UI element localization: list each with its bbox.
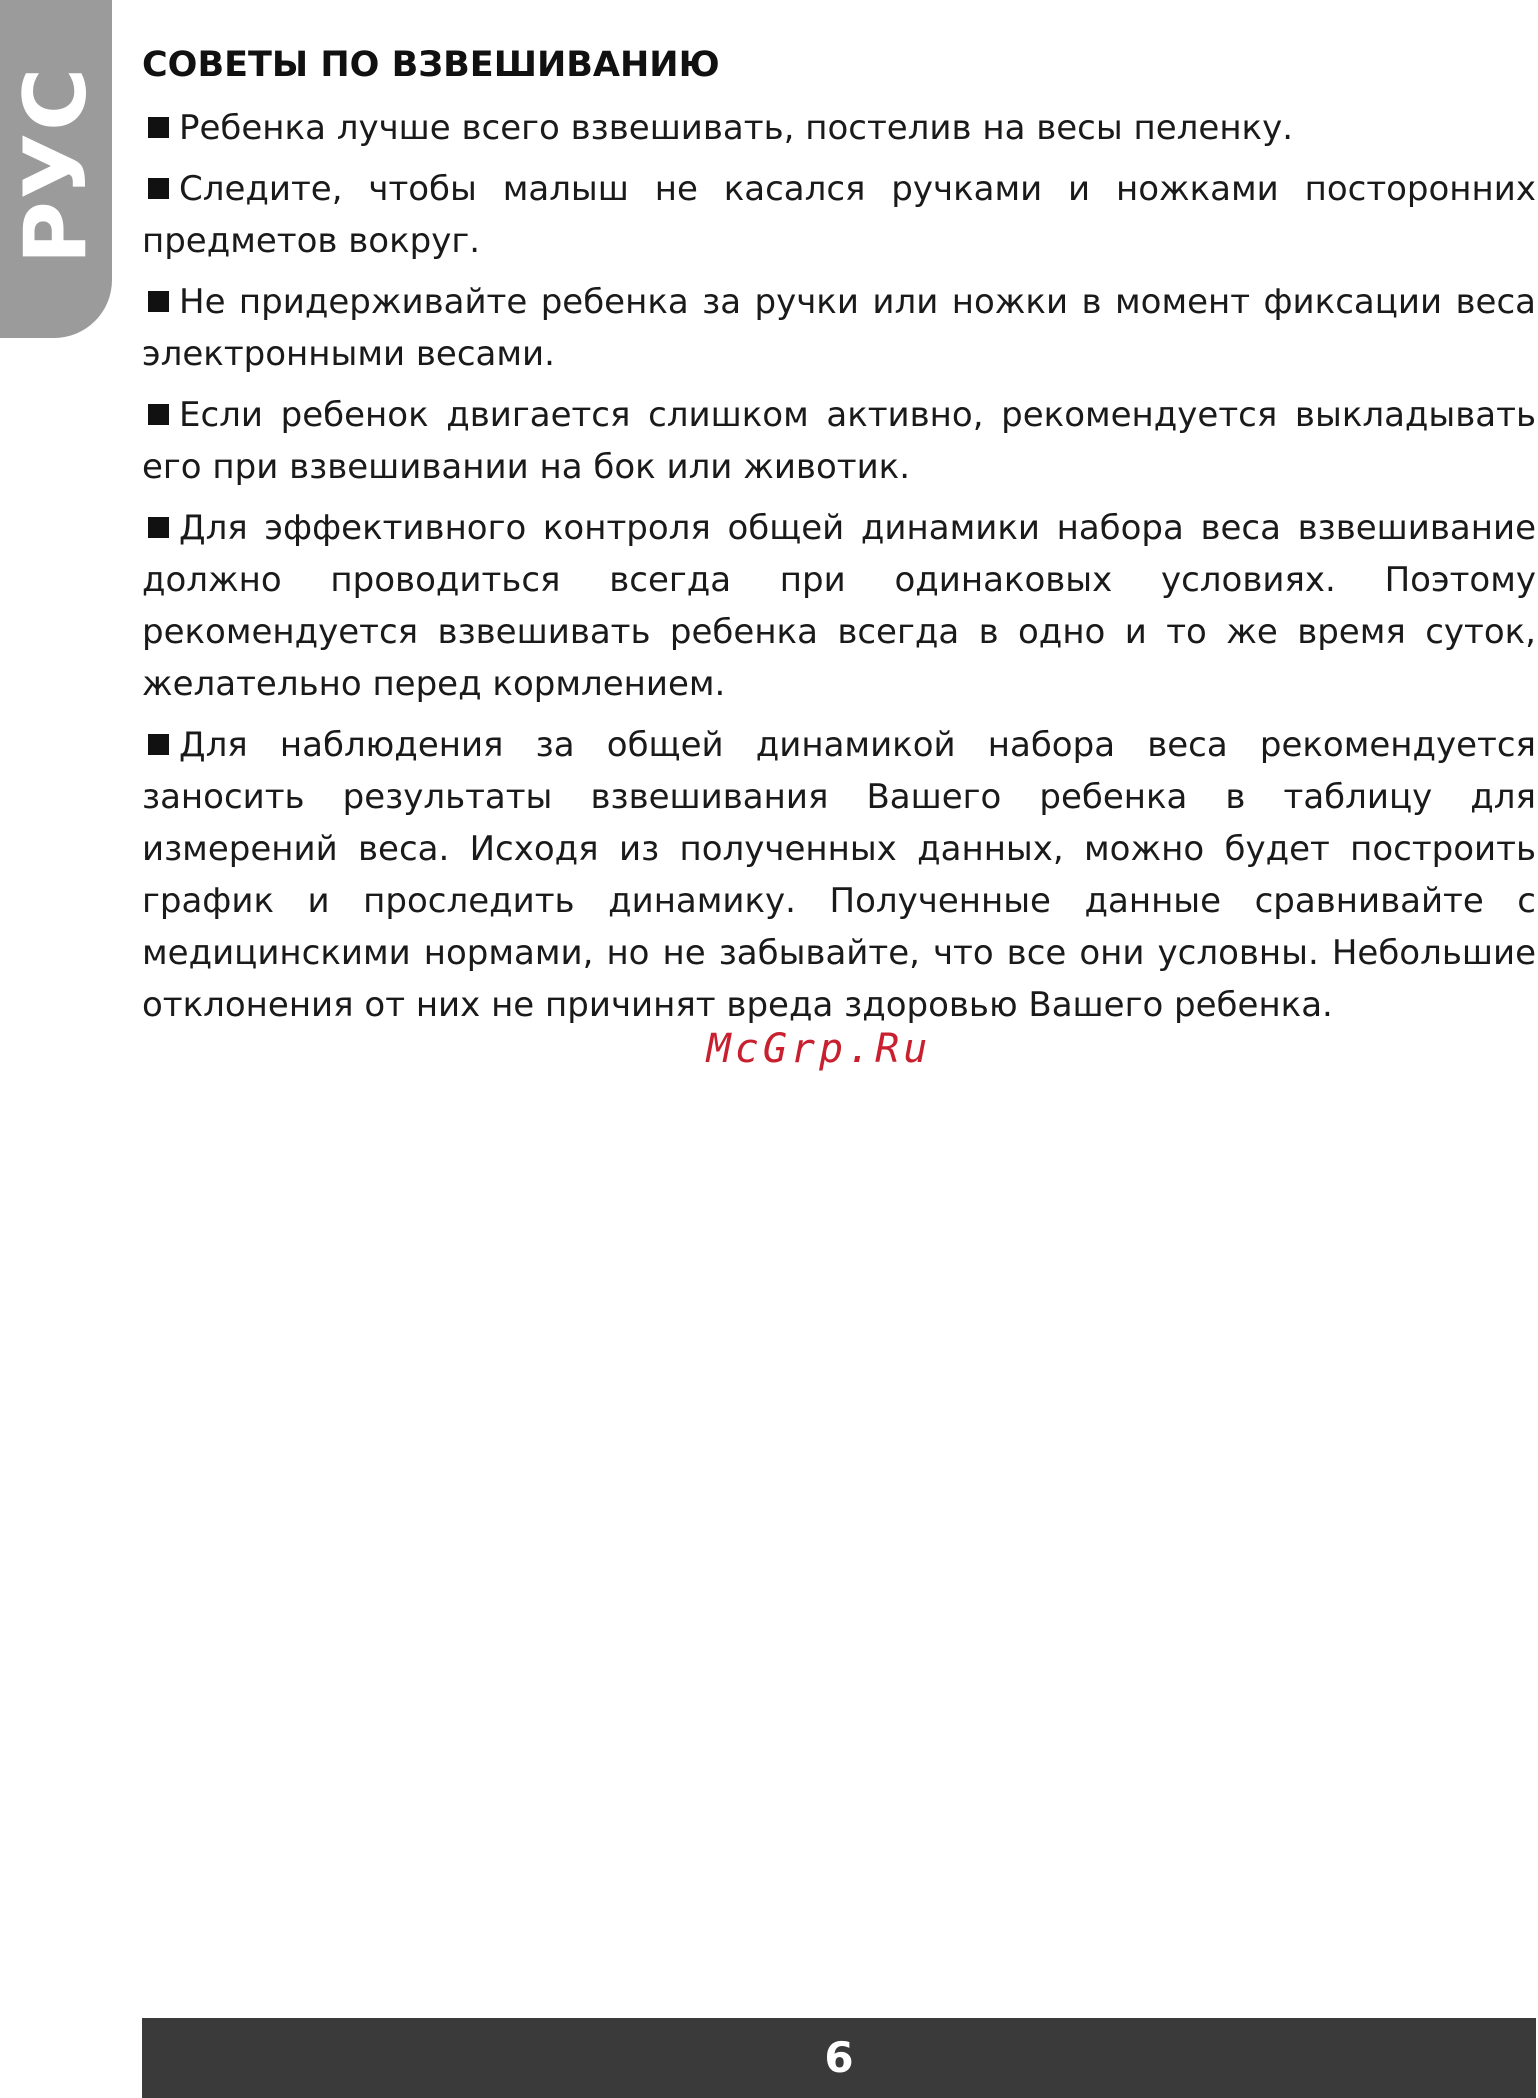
bullet-square-icon [148,734,169,755]
watermark-link[interactable]: McGrp.Ru [706,1026,932,1072]
tip-text: Ребенка лучше всего взвешивать, постелив на весы пеленку. [179,108,1294,148]
tip-item [142,102,1536,154]
language-tab [0,0,112,338]
tip-item [142,163,1536,267]
bullet-square-icon [148,404,169,425]
bullet-square-icon [148,178,169,199]
bullet-square-icon [148,291,169,312]
tip-text: Для наблюдения за общей динамикой набора веса рекомендуется заносить результаты взвешивания Вашего ребенка в таблицу для измерений веса. Исходя из полученных данных, можно будет построить график и проследить динамику. Полученные данные сравнивайте с медицинскими нормами, но не забывайте, что все они условны. Небольшие отклонения от них не причинят вреда здоровью Вашего ребенка. [142,725,1536,1025]
footer-bar [142,2018,1536,2098]
bullet-square-icon [148,117,169,138]
tip-item [142,389,1536,493]
page-number: 6 [824,2033,854,2082]
tip-text: Не придерживайте ребенка за ручки или ножки в момент фиксации веса электронными весами. [142,282,1536,374]
tip-item [142,502,1536,710]
bullet-square-icon [148,517,169,538]
tips-list [142,102,1536,1031]
tip-text: Для эффективного контроля общей динамики набора веса взвешивание должно проводиться всегда при одинаковых условиях. Поэтому рекомендуется взвешивать ребенка всегда в одно и то же время суток, желательно перед кормлением. [142,508,1536,704]
language-tab-label: РУС [6,65,106,265]
tip-item [142,719,1536,1031]
tip-text: Следите, чтобы малыш не касался ручками и ножками посторонних предметов вокруг. [142,169,1536,261]
tip-text: Если ребенок двигается слишком активно, рекомендуется выкладывать его при взвешивании на бок или животик. [142,395,1536,487]
page-content [142,36,1536,1040]
section-title: СОВЕТЫ ПО ВЗВЕШИВАНИЮ [142,45,720,85]
tip-item [142,276,1536,380]
